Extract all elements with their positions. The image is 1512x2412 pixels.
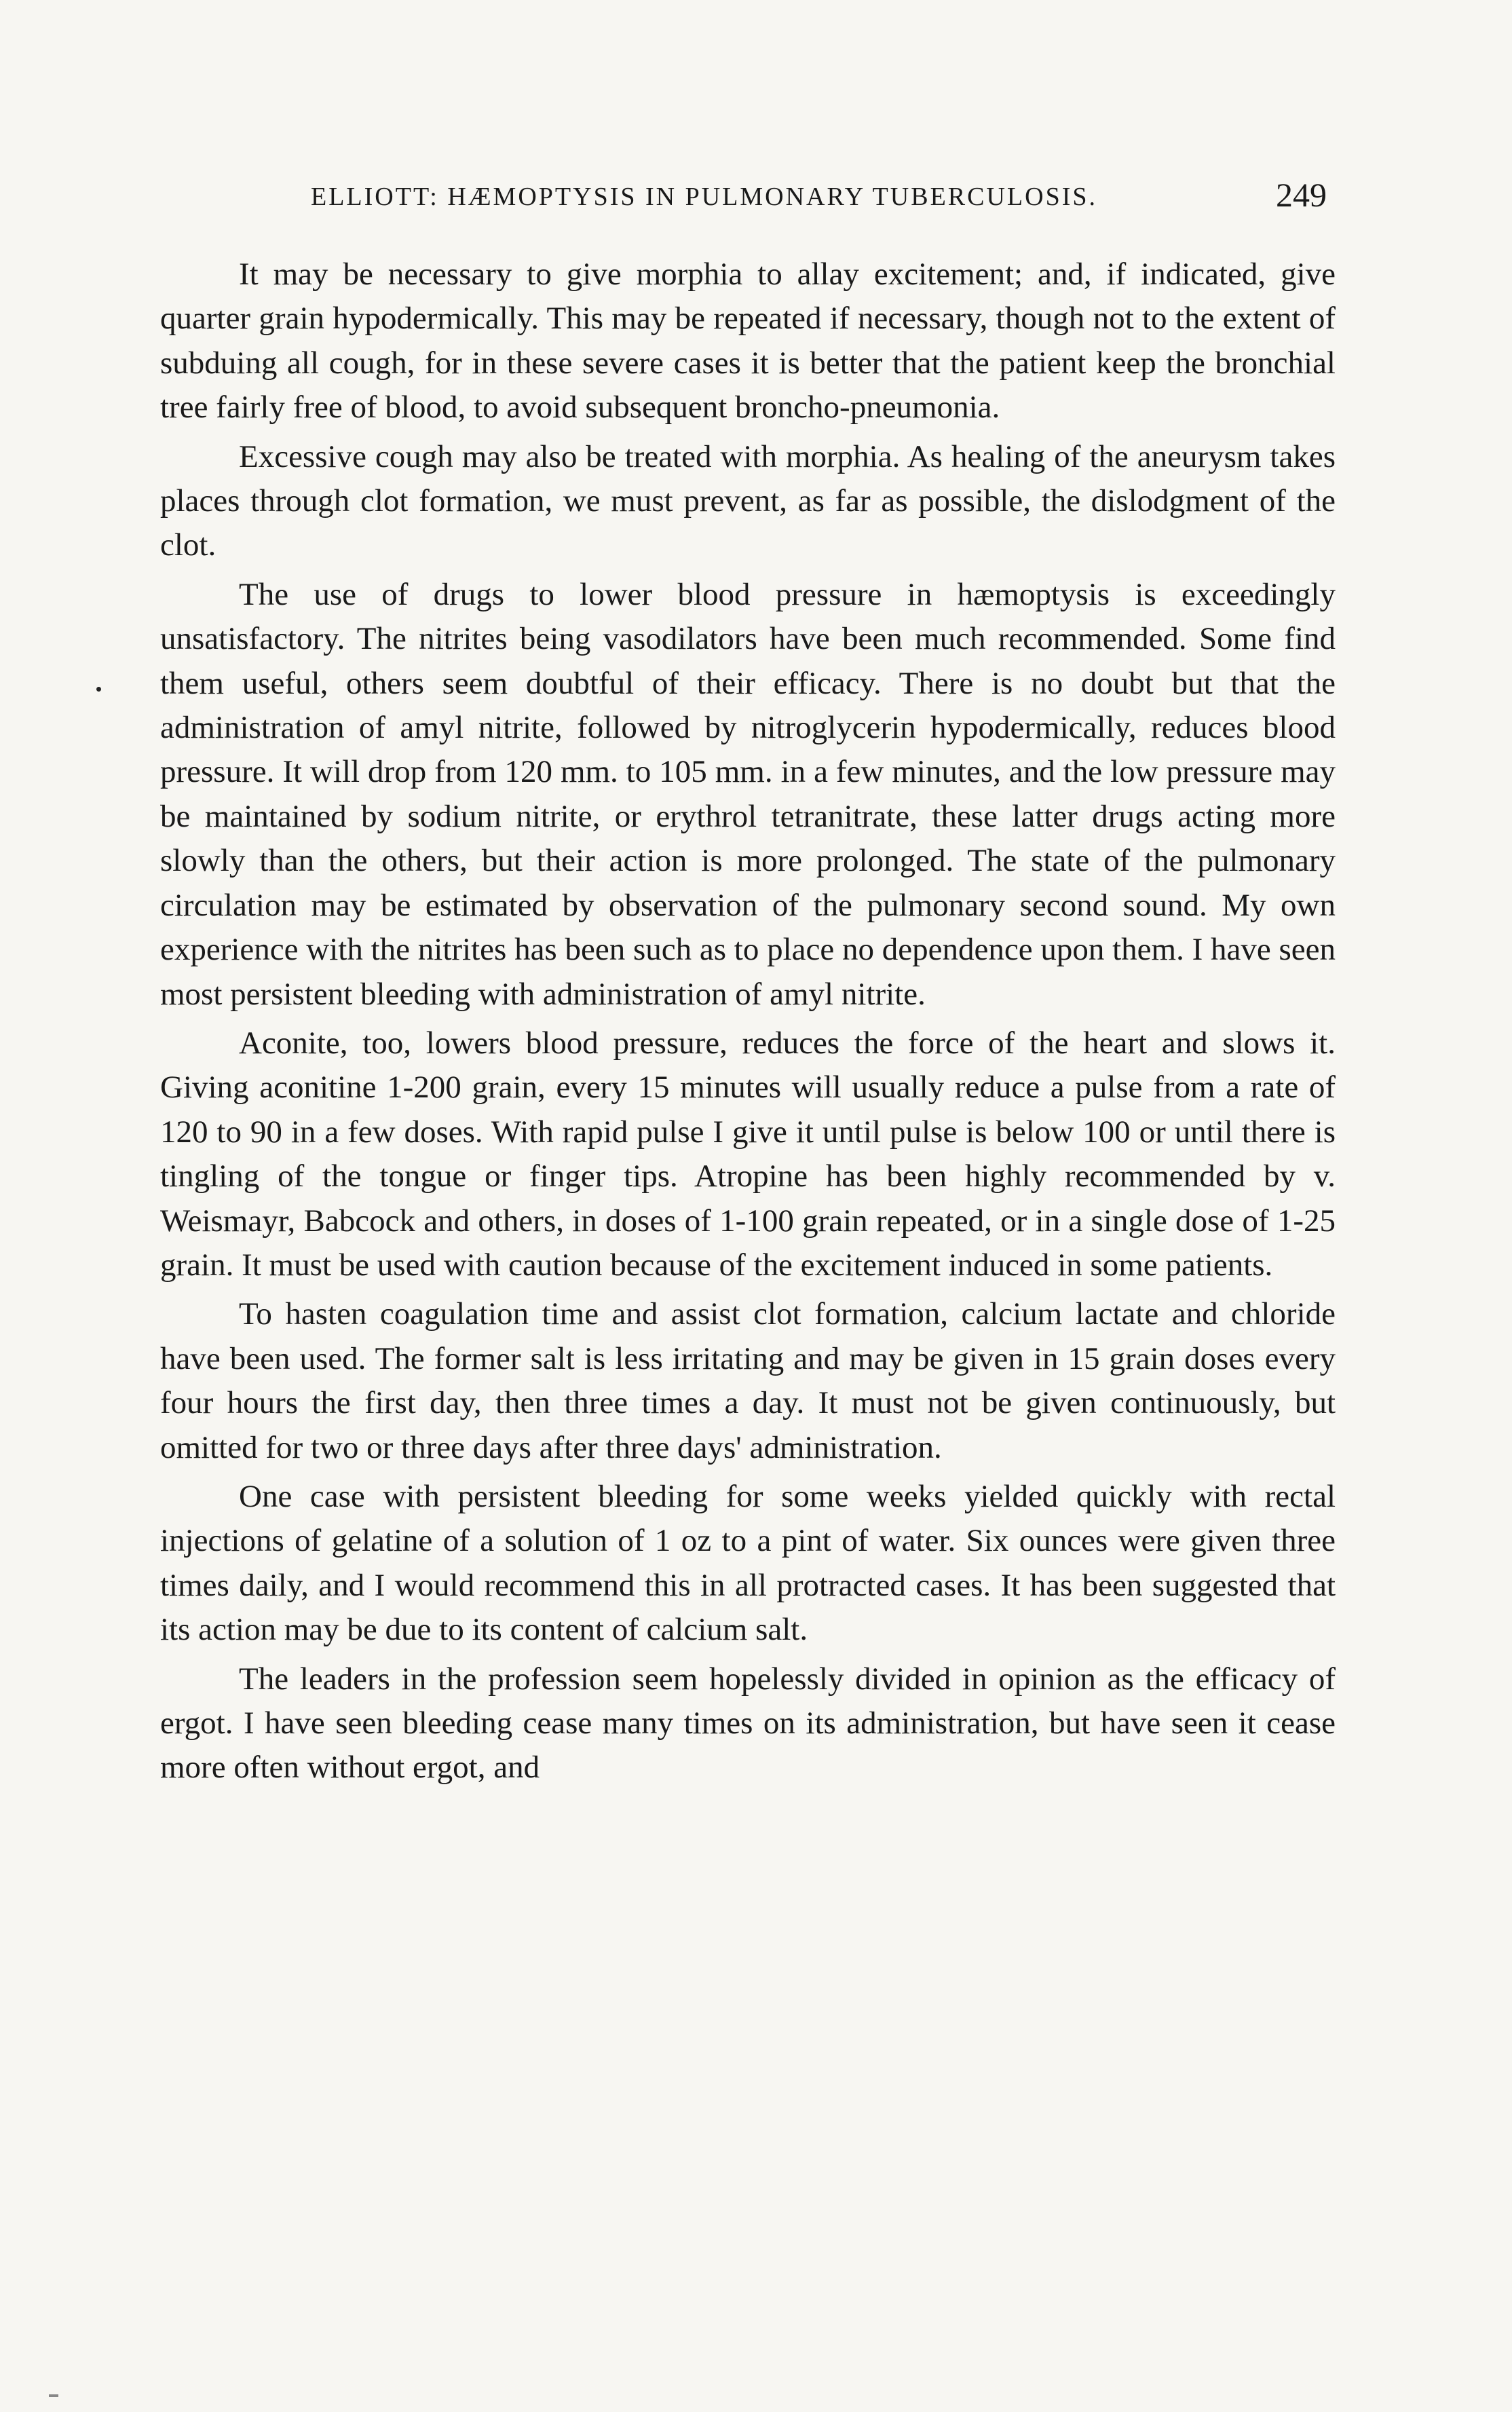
paragraph-ergot: The leaders in the profession seem hopelessly divided in opinion as the efficacy of ergot. I have seen bleeding cease many times on its administration, but have seen it cease more often without ergot, and [160, 1661, 1336, 1786]
paragraph-cough: Excessive cough may also be treated with morphia. As healing of the aneurysm takes places through clot formation, we must prevent, as far as possible, the dislodgment of the clot. [160, 438, 1336, 563]
body-text [160, 252, 1336, 1795]
paragraph-morphia: It may be necessary to give morphia to allay excitement; and, if indicated, give quarter grain hypodermically. This may be repeated if necessary, though not to the extent of subduing all cough, for in these severe cases it is better that the patient keep the bronchial tree fairly free of blood, to avoid subsequent broncho-pneumonia. [160, 257, 1336, 426]
running-head: ELLIOTT: HÆMOPTYSIS IN PULMONARY TUBERCULOSIS. [311, 183, 1098, 211]
paragraph-gelatine: One case with persistent bleeding for some weeks yielded quickly with rectal injections of gelatine of a solution of 1 oz to a pint of water. Six ounces were given three times daily, and I would recommend this in all protracted cases. It has been suggested that its action may be due to its content of calcium salt. [160, 1478, 1336, 1648]
paragraph-blood-pressure: The use of drugs to lower blood pressure in hæmoptysis is exceedingly unsatisfactory. The nitrites being vasodilators have been much recommended. Some find them useful, others seem doubtful of their efficacy. There is no doubt but that the administration of amyl nitrite, followed by nitroglycerin hypodermically, reduces blood pressure. It will drop from 120 mm. to 105 mm. in a few minutes, and the low pressure may be maintained by sodium nitrite, or erythrol tetranitrate, these latter drugs acting more slowly than the others, but their action is more prolonged. The state of the pulmonary circulation may be estimated by observation of the pulmonary second sound. My own experience with the nitrites has been such as to place no dependence upon them. I have seen most persistent bleeding with administration of amyl nitrite. [160, 576, 1336, 1012]
margin-dot [96, 687, 101, 692]
page-number: 249 [1276, 176, 1327, 214]
paragraph-aconite: Aconite, too, lowers blood pressure, reduces the force of the heart and slows it. Giving aconitine 1-200 grain, every 15 minutes will usually reduce a pulse from a rate of 120 to 90 in a few doses. With rapid pulse I give it until pulse is below 100 or until there is tingling of the tongue or finger tips. Atropine has been highly recommended by v. Weismayr, Babcock and others, in doses of 1-100 grain repeated, or in a single dose of 1-25 grain. It must be used with caution because of the excitement induced in some patients. [160, 1025, 1336, 1283]
edge-mark [49, 2394, 58, 2397]
paragraph-calcium: To hasten coagulation time and assist clot formation, calcium lactate and chloride have been used. The former salt is less irritating and may be given in 15 grain doses every four hours the first day, then three times a day. It must not be given continuously, but omitted for two or three days after three days' administration. [160, 1296, 1336, 1465]
